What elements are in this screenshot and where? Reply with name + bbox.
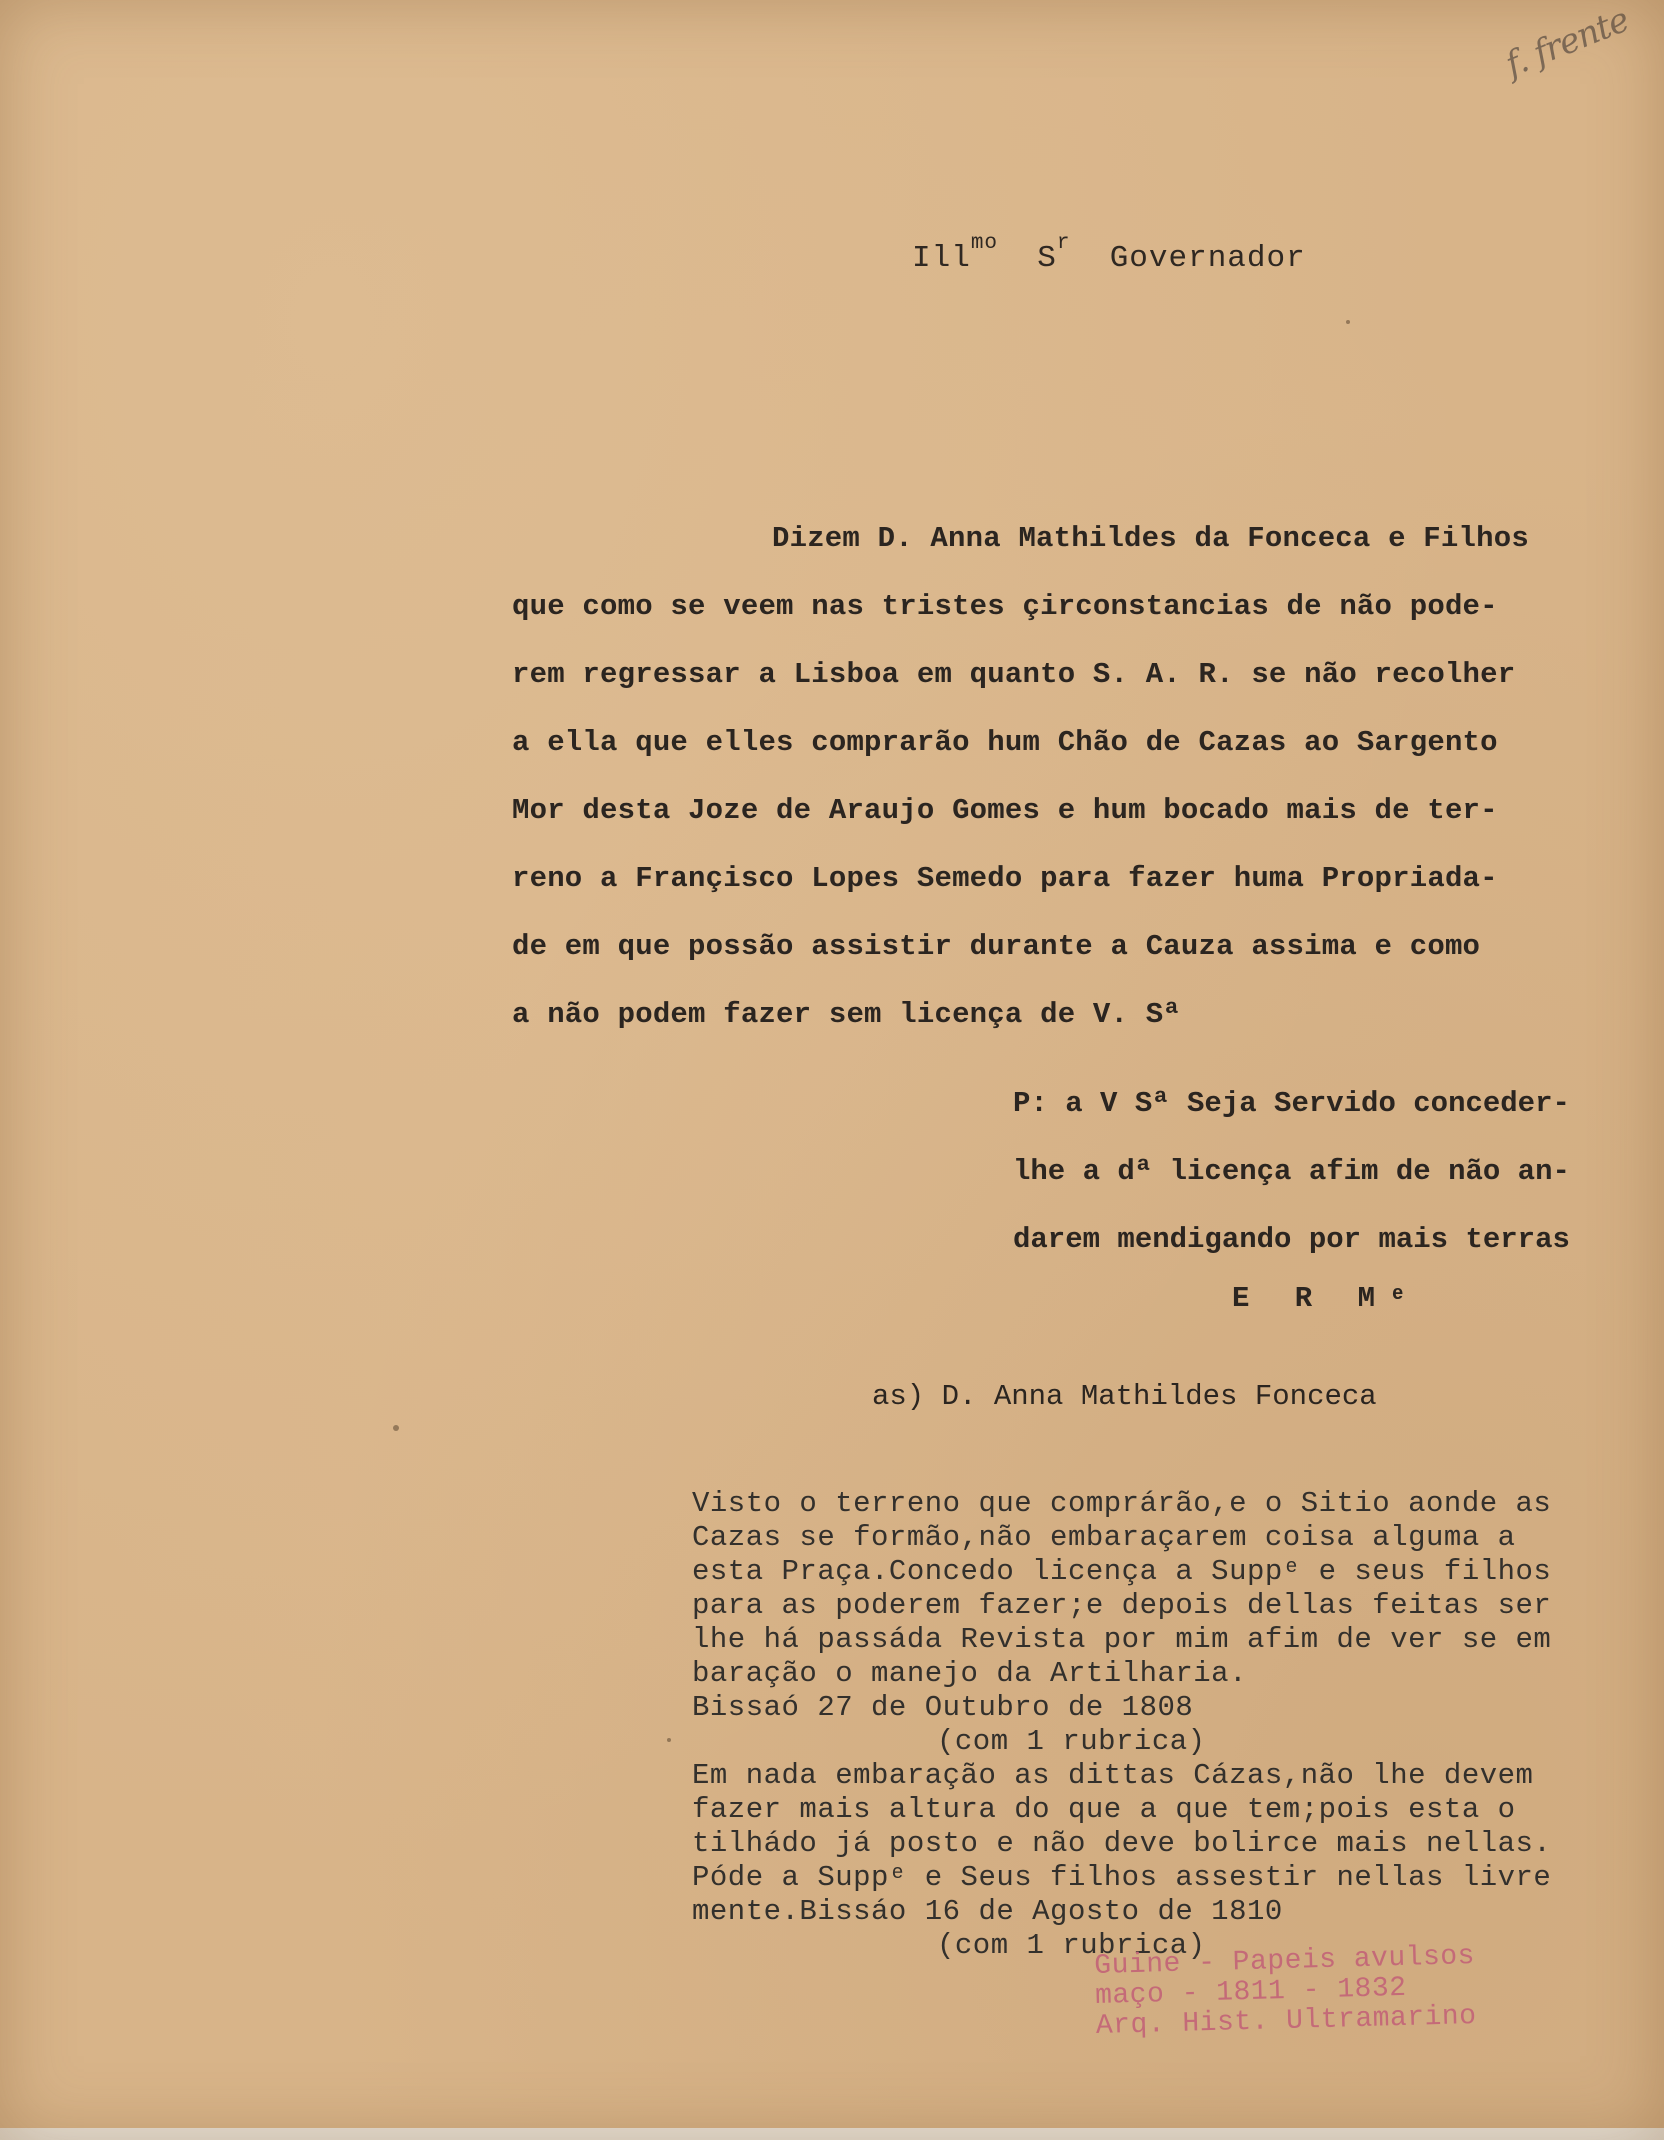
petition-line: Dizem D. Anna Mathildes da Fonceca e Filhos — [772, 522, 1529, 555]
dispatch-line: lhe há passáda Revista por mim afim de ver se em — [692, 1623, 1552, 1656]
dispatch-line: baração o manejo da Artilharia. — [692, 1657, 1247, 1690]
paper-speck — [667, 1738, 671, 1742]
heading-middle: S — [1037, 241, 1057, 276]
dispatch-line: esta Praça.Concedo licença a Suppᵉ e seus filhos — [692, 1555, 1552, 1588]
dispatch-line: Em nada embaração as dittas Cázas,não lhe devem — [692, 1759, 1534, 1792]
petition-line: reno a Françisco Lopes Semedo para fazer huma Propriada- — [512, 862, 1498, 895]
petition-line: que como se veem nas tristes çirconstancias de não pode- — [512, 590, 1498, 623]
dispatch-line: Bissaó 27 de Outubro de 1808 — [692, 1691, 1194, 1724]
dispatch-line: para as poderem fazer;e depois dellas feitas ser — [692, 1589, 1552, 1622]
dispatch-line: fazer mais altura do que a que tem;pois esta o — [692, 1793, 1516, 1826]
heading-prefix: Ill — [912, 241, 971, 276]
request-block — [1013, 1070, 1570, 1274]
dispatch-line: Cazas se formão,não embaraçarem coisa alguma a — [692, 1521, 1516, 1554]
paper-speck — [393, 1425, 399, 1431]
archive-stamp-line: Arq. Hist. Ultramarino — [1095, 2001, 1477, 2042]
petition-line: Mor desta Joze de Araujo Gomes e hum bocado mais de ter- — [512, 794, 1498, 827]
scan-border — [0, 2128, 1664, 2140]
heading-middle-superscript: r — [1056, 232, 1071, 255]
governor-dispatch — [692, 1487, 1551, 1963]
petition-line: a não podem fazer sem licença de V. Sª — [512, 998, 1181, 1031]
dispatch-line: Visto o terreno que comprárão,e o Sitio aonde as — [692, 1487, 1552, 1520]
signature-line: as) D. Anna Mathildes Fonceca — [872, 1380, 1377, 1413]
dispatch-rubric-note: (com 1 rubrica) — [937, 1725, 1206, 1758]
petition-body — [512, 505, 1652, 1049]
dispatch-line: Póde a Suppᵉ e Seus filhos assestir nellas livre — [692, 1861, 1552, 1894]
request-line: lhe a dª licença afim de não an- — [1013, 1155, 1570, 1188]
marginal-handwriting: f. frente — [1500, 0, 1635, 86]
archive-stamp — [1094, 1942, 1477, 2042]
archive-stamp-line: Guine - Papeis avulsos — [1093, 1941, 1476, 1982]
petition-line: a ella que elles comprarão hum Chão de Cazas ao Sargento — [512, 726, 1498, 759]
closing-formula: E R Mᵉ — [1232, 1282, 1421, 1315]
heading-suffix: Governador — [1109, 241, 1306, 276]
paper-speck — [1346, 320, 1350, 324]
request-line: P: a V Sª Seja Servido conceder- — [1013, 1087, 1570, 1120]
dispatch-rubric-note: (com 1 rubrica) — [937, 1929, 1206, 1962]
heading-prefix-superscript: mo — [970, 232, 999, 255]
request-line: darem mendigando por mais terras — [1013, 1223, 1570, 1256]
dispatch-line: tilhádo já posto e não deve bolirce mais nellas. — [692, 1827, 1552, 1860]
document-heading — [912, 232, 1306, 276]
petition-line: de em que possão assistir durante a Cauza assima e como — [512, 930, 1481, 963]
petition-line: rem regressar a Lisboa em quanto S. A. R. se não recolher — [512, 658, 1516, 691]
archive-stamp-line: maço - 1811 - 1832 — [1094, 1972, 1407, 2012]
dispatch-line: mente.Bissáo 16 de Agosto de 1810 — [692, 1895, 1283, 1928]
